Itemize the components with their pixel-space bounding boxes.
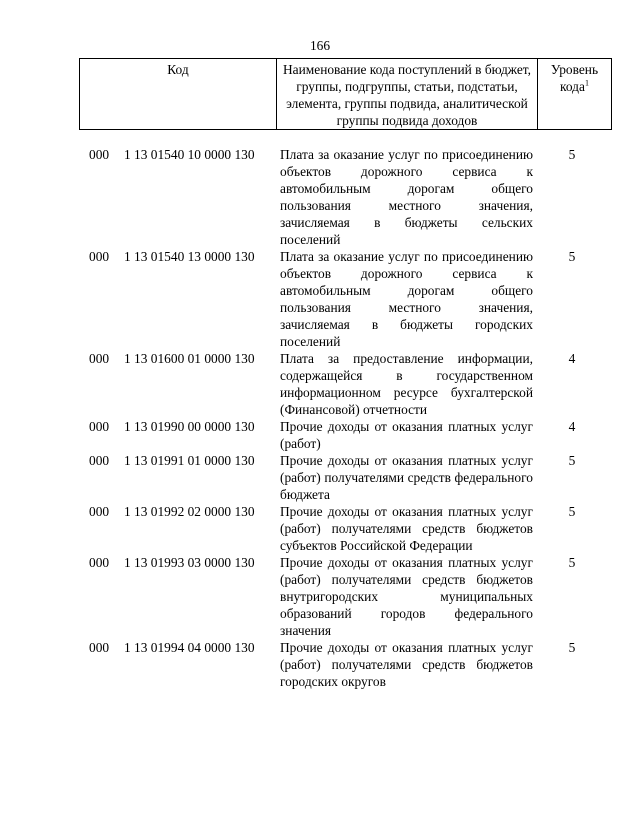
header-name: Наименование кода поступлений в бюджет, группы, подгруппы, статьи, подстатьи, элемента, группы подвида, аналитической группы подвида доходов xyxy=(277,59,538,130)
table-row xyxy=(79,503,611,554)
row-admin-code: 000 xyxy=(89,249,110,264)
row-level: 4 xyxy=(568,419,576,434)
row-name: Прочие доходы от оказания платных услуг (работ) получателями средств федерального бюджета xyxy=(280,453,533,502)
row-level: 5 xyxy=(568,249,576,264)
header-level-label: Уровень кода xyxy=(550,62,599,94)
row-level: 5 xyxy=(568,453,576,468)
row-revenue-code: 1 13 01540 10 0000 130 xyxy=(124,147,255,162)
table-row xyxy=(79,248,611,350)
row-revenue-code: 1 13 01990 00 0000 130 xyxy=(124,419,255,434)
row-level: 5 xyxy=(568,504,576,519)
table-body xyxy=(79,146,611,690)
row-revenue-code: 1 13 01994 04 0000 130 xyxy=(124,640,255,655)
row-revenue-code: 1 13 01991 01 0000 130 xyxy=(124,453,255,468)
row-name: Прочие доходы от оказания платных услуг (работ) получателями средств бюджетов субъектов Российской Федерации xyxy=(280,504,533,553)
table-header xyxy=(79,58,612,130)
row-name: Плата за предоставление информации, содержащейся в государственном информационном ресурсе бухгалтерской (Финансовой) отчетности xyxy=(280,351,533,417)
page-number: 166 xyxy=(309,38,331,53)
row-revenue-code: 1 13 01992 02 0000 130 xyxy=(124,504,255,519)
table-row xyxy=(79,146,611,248)
row-revenue-code: 1 13 01993 03 0000 130 xyxy=(124,555,255,570)
header-level xyxy=(538,59,612,130)
table-row xyxy=(79,639,611,690)
table-row xyxy=(79,554,611,639)
row-admin-code: 000 xyxy=(89,147,110,162)
row-admin-code: 000 xyxy=(89,555,110,570)
header-level-footnote: 1 xyxy=(584,78,589,88)
row-admin-code: 000 xyxy=(89,419,110,434)
row-name: Плата за оказание услуг по присоединению объектов дорожного сервиса к автомобильным дорогам общего пользования местного значения, зачисляемая в бюджеты сельских поселений xyxy=(280,147,533,247)
table-row xyxy=(79,350,611,418)
row-name: Плата за оказание услуг по присоединению объектов дорожного сервиса к автомобильным дорогам общего пользования местного значения, зачисляемая в бюджеты городских поселений xyxy=(280,249,533,349)
row-level: 5 xyxy=(568,640,576,655)
row-revenue-code: 1 13 01540 13 0000 130 xyxy=(124,249,255,264)
row-level: 5 xyxy=(568,555,576,570)
row-level: 5 xyxy=(568,147,576,162)
table-row xyxy=(79,418,611,452)
row-name: Прочие доходы от оказания платных услуг (работ) xyxy=(280,419,533,451)
row-admin-code: 000 xyxy=(89,640,110,655)
row-admin-code: 000 xyxy=(89,453,110,468)
row-admin-code: 000 xyxy=(89,504,110,519)
table-row xyxy=(79,452,611,503)
row-name: Прочие доходы от оказания платных услуг (работ) получателями средств бюджетов городских округов xyxy=(280,640,533,689)
header-code: Код xyxy=(80,59,277,130)
row-admin-code: 000 xyxy=(89,351,110,366)
row-name: Прочие доходы от оказания платных услуг (работ) получателями средств бюджетов внутригородских муниципальных образований городов федерального значения xyxy=(280,555,533,638)
row-level: 4 xyxy=(568,351,576,366)
row-revenue-code: 1 13 01600 01 0000 130 xyxy=(124,351,255,366)
